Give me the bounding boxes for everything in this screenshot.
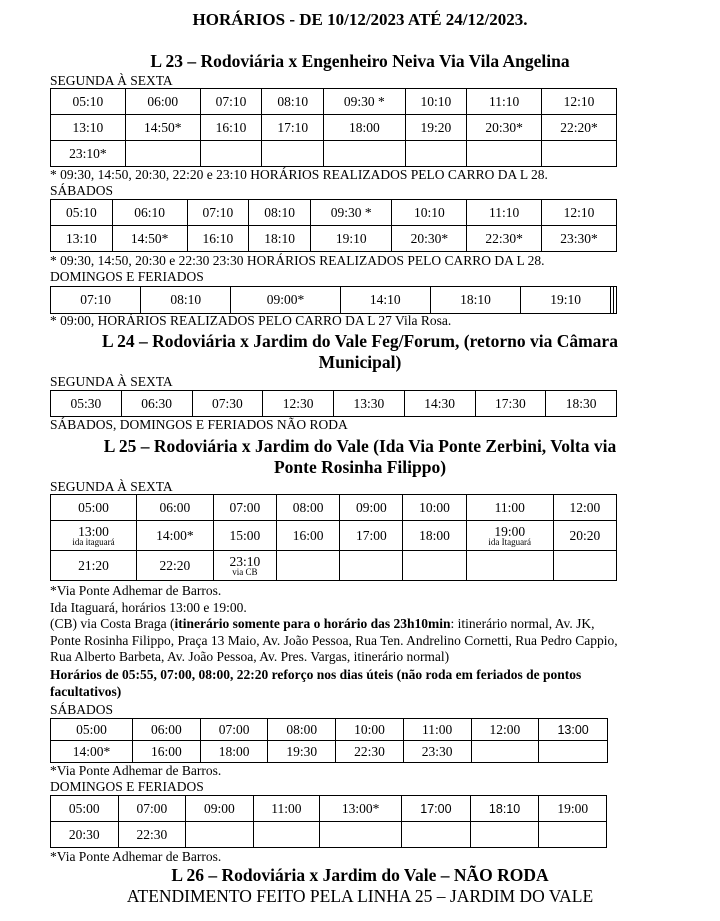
- time-cell: 18:10: [470, 796, 539, 822]
- cell-note: ida Itaguará: [488, 536, 532, 547]
- l23-sunday-note: * 09:00, HORÁRIOS REALIZADOS PELO CARRO DA L 27 Vila Rosa.: [50, 313, 452, 328]
- time-cell: [320, 822, 402, 848]
- l25-weekday-table: [50, 494, 617, 581]
- time-cell: 11:10: [467, 200, 542, 226]
- time-cell: 19:20: [405, 115, 467, 141]
- l23-sunday-table: [50, 286, 617, 314]
- time-cell: 22:20: [137, 551, 214, 581]
- time-cell: 05:00: [51, 495, 137, 521]
- l25-saturday-label: SÁBADOS: [50, 702, 114, 717]
- time-cell: 09:30 *: [324, 89, 405, 115]
- time-cell: 18:00: [403, 521, 466, 551]
- l25-sunday-note: *Via Ponte Adhemar de Barros.: [50, 849, 222, 864]
- time-cell: [276, 551, 339, 581]
- time-cell: 07:10: [187, 200, 249, 226]
- l25-title-line2: Ponte Rosinha Filippo): [273, 457, 447, 477]
- time-cell: 20:30*: [392, 226, 467, 252]
- time-cell: 05:10: [51, 89, 126, 115]
- time-cell: 23:30: [403, 741, 471, 763]
- time-cell: [253, 822, 319, 848]
- l25-note-itaguara: Ida Itaguará, horários 13:00 e 19:00.: [50, 600, 247, 615]
- l24-weekday-table: [50, 390, 617, 417]
- time-cell: 10:10: [405, 89, 467, 115]
- time-cell: 06:10: [112, 200, 187, 226]
- time-cell: [539, 741, 608, 763]
- time-cell: 20:20: [553, 521, 616, 551]
- time-cell: 13:00: [539, 719, 608, 741]
- l26-subtitle: ATENDIMENTO FEITO PELA LINHA 25 – JARDIM DO VALE: [126, 886, 594, 906]
- time-cell: 06:00: [125, 89, 200, 115]
- time-cell: [403, 551, 466, 581]
- time-cell: 07:10: [200, 89, 262, 115]
- time-cell: 12:00: [471, 719, 539, 741]
- time-cell: 08:10: [249, 200, 311, 226]
- time-cell: [467, 141, 542, 167]
- l25-note-reinforce: Horários de 05:55, 07:00, 08:00, 22:20 reforço nos dias úteis (não roda em feriados de pontos facultativos): [50, 667, 582, 699]
- l24-note: SÁBADOS, DOMINGOS E FERIADOS NÃO RODA: [50, 417, 348, 432]
- time-cell: [262, 141, 324, 167]
- time-cell: 15:00: [213, 521, 276, 551]
- time-cell: [324, 141, 405, 167]
- time-cell: 11:10: [467, 89, 542, 115]
- time-cell: 19:10: [521, 287, 611, 314]
- time-cell: [340, 551, 403, 581]
- time-cell: 05:10: [51, 200, 113, 226]
- time-cell: 13:00*: [320, 796, 402, 822]
- time-cell: 13:10: [51, 226, 113, 252]
- time-cell: 08:00: [276, 495, 339, 521]
- time-cell: 14:00*: [137, 521, 214, 551]
- time-cell: 18:00: [324, 115, 405, 141]
- time-cell: 10:00: [336, 719, 404, 741]
- time-cell: 05:30: [51, 391, 122, 417]
- time-cell: 06:00: [133, 719, 201, 741]
- time-cell: 16:10: [200, 115, 262, 141]
- time-cell: 08:00: [268, 719, 336, 741]
- time-cell: 12:10: [542, 89, 617, 115]
- l23-weekday-table: [50, 88, 617, 167]
- l23-title: L 23 – Rodoviária x Engenheiro Neiva Via Vila Angelina: [150, 51, 570, 71]
- time-cell: 17:10: [262, 115, 324, 141]
- page-title: HORÁRIOS - DE 10/12/2023 ATÉ 24/12/2023.: [192, 10, 528, 29]
- time-cell: 12:10: [542, 200, 617, 226]
- time-cell: 13:30: [334, 391, 405, 417]
- time-cell: 23:30*: [542, 226, 617, 252]
- time-cell: 10:00: [403, 495, 466, 521]
- time-cell: 09:00: [340, 495, 403, 521]
- time-cell: 12:30: [263, 391, 334, 417]
- time-cell: 05:00: [51, 719, 133, 741]
- time-cell: 11:00: [253, 796, 319, 822]
- time-cell: [125, 141, 200, 167]
- time-cell: 14:50*: [125, 115, 200, 141]
- time-cell: 13:10: [51, 115, 126, 141]
- time-cell: 14:30: [404, 391, 475, 417]
- time-cell: 07:10: [51, 287, 141, 314]
- time-cell: 23:10*: [51, 141, 126, 167]
- time-cell: [542, 141, 617, 167]
- time-cell: 16:00: [276, 521, 339, 551]
- time-cell: 16:10: [187, 226, 249, 252]
- time-cell: 20:30*: [467, 115, 542, 141]
- l25-weekday-label: SEGUNDA À SEXTA: [50, 479, 173, 494]
- time-cell: 20:30: [51, 822, 119, 848]
- time-cell: 18:00: [200, 741, 268, 763]
- time-cell: 14:00*: [51, 741, 133, 763]
- l25-note-costa-braga: (CB) via Costa Braga (itinerário somente para o horário das 23h10min: itinerário normal, Av. JK, Ponte Rosinha Filippo, Praça 13 Maio, Av. João Pessoa, Rua Ten. Andrelino Cornetti, Rua Pedro Cappio, Rua Alberto Barbeta, Av. João Pessoa, Av. Pres. Vargas, itinerário normal): [50, 616, 618, 665]
- time-cell: 12:00: [553, 495, 616, 521]
- l25-note-adhemar: *Via Ponte Adhemar de Barros.: [50, 583, 222, 598]
- cell-note: ida itaguará: [72, 536, 115, 547]
- cell-note: via CB: [232, 566, 258, 577]
- time-cell: 18:30: [546, 391, 617, 417]
- l23-saturday-note: * 09:30, 14:50, 20:30 e 22:30 23:30 HORÁRIOS REALIZADOS PELO CARRO DA L 28.: [50, 253, 545, 268]
- time-cell: 19:00: [539, 796, 607, 822]
- time-cell: 17:00: [402, 796, 471, 822]
- time-cell: 13:00 ida itaguará: [51, 521, 137, 551]
- time-cell: 08:10: [262, 89, 324, 115]
- time-cell: 22:30: [336, 741, 404, 763]
- l23-saturday-label: SÁBADOS: [50, 183, 114, 198]
- time-cell: 10:10: [392, 200, 467, 226]
- time-cell: 19:00 ida Itaguará: [466, 521, 553, 551]
- time-cell: 19:30: [268, 741, 336, 763]
- time-cell: 06:00: [137, 495, 214, 521]
- time-cell: 16:00: [133, 741, 201, 763]
- time-cell: 11:00: [403, 719, 471, 741]
- time-cell: [539, 822, 607, 848]
- time-cell: [466, 551, 553, 581]
- time-cell: 09:00: [186, 796, 254, 822]
- time-cell: [470, 822, 539, 848]
- time-cell: 09:00*: [231, 287, 340, 314]
- time-cell: 14:50*: [112, 226, 187, 252]
- l25-saturday-note: *Via Ponte Adhemar de Barros.: [50, 763, 222, 778]
- time-cell: [200, 141, 262, 167]
- l25-sunday-label: DOMINGOS E FERIADOS: [50, 779, 204, 794]
- time-cell: [553, 551, 616, 581]
- l24-weekday-label: SEGUNDA À SEXTA: [50, 374, 173, 389]
- time-cell: 14:10: [340, 287, 430, 314]
- time-cell: 09:30 *: [311, 200, 392, 226]
- time-cell: 18:10: [430, 287, 520, 314]
- time-cell: [405, 141, 467, 167]
- l23-weekday-label: SEGUNDA À SEXTA: [50, 73, 173, 88]
- time-cell: 05:00: [51, 796, 119, 822]
- l24-title-line2: Municipal): [318, 352, 402, 372]
- time-cell: 08:10: [141, 287, 231, 314]
- time-cell: 07:30: [192, 391, 263, 417]
- time-cell: 19:10: [311, 226, 392, 252]
- l23-weekday-note: * 09:30, 14:50, 20:30, 22:20 e 23:10 HORÁRIOS REALIZADOS PELO CARRO DA L 28.: [50, 167, 548, 182]
- time-cell: 22:20*: [542, 115, 617, 141]
- l24-title-line1: L 24 – Rodoviária x Jardim do Vale Feg/Forum, (retorno via Câmara: [102, 331, 618, 351]
- l26-title: L 26 – Rodoviária x Jardim do Vale – NÃO RODA: [171, 865, 549, 885]
- l25-sunday-table: [50, 795, 607, 848]
- time-cell: 06:30: [121, 391, 192, 417]
- time-cell: 18:10: [249, 226, 311, 252]
- l23-sunday-label: DOMINGOS E FERIADOS: [50, 269, 204, 284]
- time-cell: [471, 741, 539, 763]
- time-cell: 07:00: [200, 719, 268, 741]
- time-cell: [614, 287, 617, 314]
- time-cell: [402, 822, 471, 848]
- l25-saturday-table: [50, 718, 608, 763]
- time-cell: 22:30: [118, 822, 186, 848]
- time-cell: 23:10 via CB: [213, 551, 276, 581]
- time-cell: 07:00: [118, 796, 186, 822]
- l23-saturday-table: [50, 199, 617, 252]
- l25-title-line1: L 25 – Rodoviária x Jardim do Vale (Ida Via Ponte Zerbini, Volta via: [103, 436, 617, 456]
- time-cell: 22:30*: [467, 226, 542, 252]
- time-cell: 11:00: [466, 495, 553, 521]
- time-cell: 17:30: [475, 391, 546, 417]
- time-cell: 07:00: [213, 495, 276, 521]
- time-cell: 17:00: [340, 521, 403, 551]
- time-cell: 21:20: [51, 551, 137, 581]
- time-cell: [186, 822, 254, 848]
